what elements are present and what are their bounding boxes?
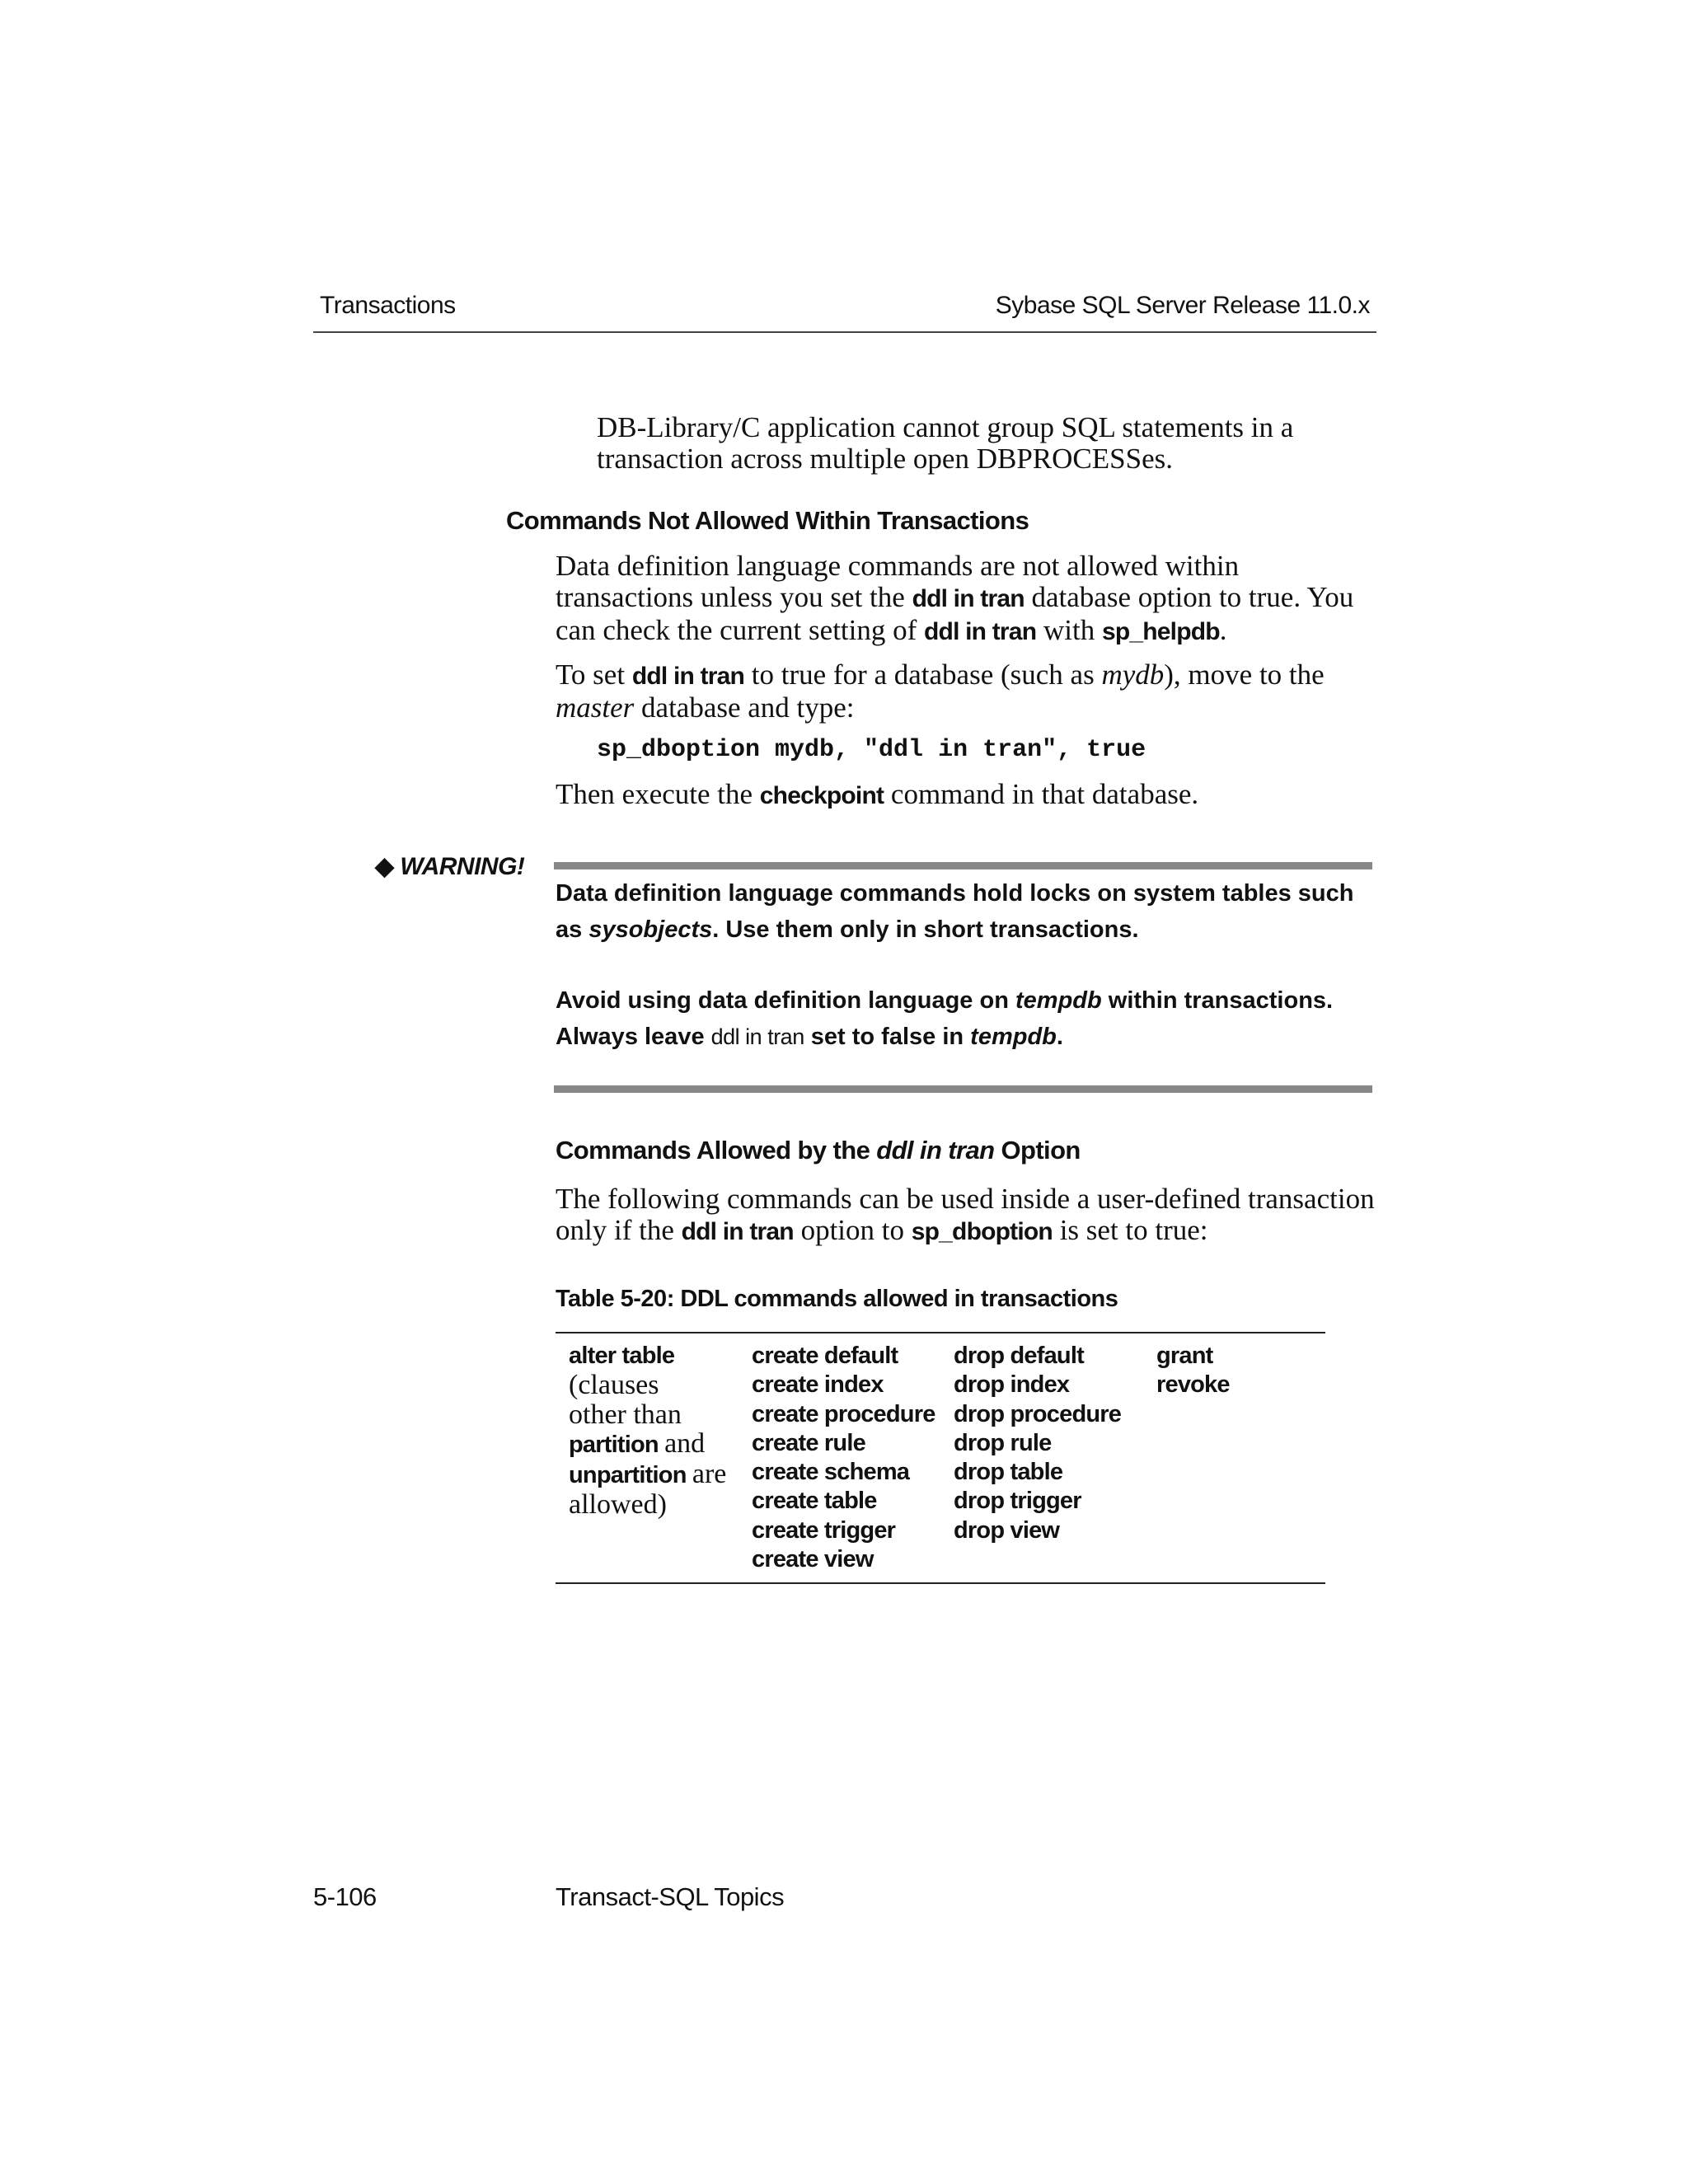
keyword: unpartition (569, 1462, 687, 1489)
table-column-create (752, 1342, 935, 1574)
object-name: sysobjects (588, 916, 713, 943)
table-cell: create index (752, 1371, 884, 1399)
text-run: database option to true. You can check the current setting of (556, 581, 1354, 646)
table-cell: drop procedure (954, 1400, 1122, 1427)
option-name: ddl in tran (631, 663, 745, 690)
keyword: partition (569, 1431, 659, 1458)
diamond-icon: ◆ (375, 853, 394, 880)
table-cell: create trigger (752, 1516, 896, 1544)
warning-label-text: WARNING! (400, 853, 525, 880)
text-run: with (1043, 614, 1095, 646)
text-run: Then execute the (556, 778, 753, 810)
text-run: Avoid using data definition language on (556, 987, 1009, 1014)
text-run: and (664, 1427, 706, 1459)
table-cell: create schema (752, 1459, 910, 1486)
table-cell: create view (752, 1546, 874, 1573)
ddl-restriction-paragraph (556, 551, 1380, 648)
text-run: Data definition language commands hold locks on system tables such as (556, 880, 1354, 943)
table-cell: revoke (1156, 1371, 1230, 1399)
option-name: ddl in tran (681, 1218, 794, 1245)
option-name: ddl in tran (876, 1136, 995, 1165)
checkpoint-paragraph (556, 779, 1380, 812)
database-name: mydb (1101, 658, 1165, 691)
footer-title: Transact-SQL Topics (556, 1882, 785, 1911)
text-run: set to false in (810, 1024, 964, 1050)
database-name: tempdb (1015, 987, 1102, 1014)
subsection-heading (556, 1136, 1081, 1165)
table-cell (569, 1460, 726, 1490)
table-cell: grant (1156, 1343, 1213, 1369)
text-run: is set to true: (1059, 1214, 1208, 1246)
table-cell: allowed) (569, 1489, 667, 1521)
table-cell: alter table (569, 1343, 675, 1369)
option-name: ddl in tran (912, 585, 1025, 612)
code-example: sp_dboption mydb, "ddl in tran", true (597, 736, 1146, 764)
table-cell: create rule (752, 1429, 865, 1456)
text-run: database and type: (641, 691, 855, 724)
text-run: to true for a database (such as (751, 658, 1095, 691)
page-number: 5-106 (313, 1882, 377, 1911)
header-section-title: Transactions (320, 292, 456, 319)
table-cell: drop rule (954, 1429, 1052, 1456)
table-cell: drop default (954, 1343, 1084, 1369)
text-run: option to (800, 1214, 905, 1246)
text-run: . (1056, 1024, 1063, 1050)
table-cell: create procedure (752, 1400, 935, 1427)
table-cell: create table (752, 1488, 877, 1515)
table-column-permissions (1156, 1342, 1230, 1400)
procedure-name: sp_helpdb (1101, 618, 1220, 645)
table-caption: Table 5-20: DDL commands allowed in transactions (556, 1286, 1118, 1312)
allowed-commands-paragraph (556, 1183, 1380, 1248)
table-cell: other than (569, 1399, 682, 1430)
text-run: Option (1001, 1136, 1081, 1165)
text-run: . Use them only in short transactions. (712, 916, 1139, 943)
option-name: ddl in tran (710, 1024, 804, 1049)
set-option-paragraph (556, 659, 1380, 724)
table-column-alter (569, 1342, 726, 1520)
procedure-name: sp_dboption (911, 1218, 1053, 1245)
table-cell: (clauses (569, 1370, 659, 1401)
table-cell (569, 1429, 726, 1460)
database-name: tempdb (970, 1024, 1057, 1050)
database-name: master (556, 691, 635, 724)
text-run: To set (556, 658, 626, 691)
text-run: Data definition language commands are not allowed within transactions unless you set the (556, 550, 1240, 613)
text-run: The following commands can be used inside a user-defined transaction only if the (556, 1183, 1375, 1246)
text-run: ), move to the (1164, 658, 1325, 691)
table-cell: drop table (954, 1459, 1063, 1486)
header-product-title: Sybase SQL Server Release 11.0.x (995, 292, 1370, 319)
table-cell: drop view (954, 1516, 1060, 1544)
text-run: . (1219, 614, 1227, 646)
section-heading: Commands Not Allowed Within Transactions (506, 506, 1029, 535)
intro-paragraph: DB-Library/C application cannot group SQL statements in a transaction across multiple open DBPROCESSes. (597, 411, 1294, 475)
warning-label (375, 852, 524, 881)
text-run: are (692, 1459, 727, 1490)
table-cell: drop trigger (954, 1488, 1081, 1515)
table-cell: drop index (954, 1371, 1070, 1399)
text-run: within transactions. Always leave (556, 987, 1334, 1050)
warning-paragraph-2 (556, 982, 1372, 1055)
text-run: command in that database. (890, 778, 1199, 810)
table-cell: create default (752, 1343, 898, 1369)
warning-paragraph-1 (556, 875, 1372, 948)
text-run: Commands Allowed by the (556, 1136, 870, 1165)
ddl-commands-table (556, 1332, 1325, 1584)
command-name: checkpoint (759, 782, 884, 809)
option-name: ddl in tran (924, 618, 1037, 645)
running-header (313, 288, 1376, 333)
table-column-drop (954, 1342, 1121, 1545)
